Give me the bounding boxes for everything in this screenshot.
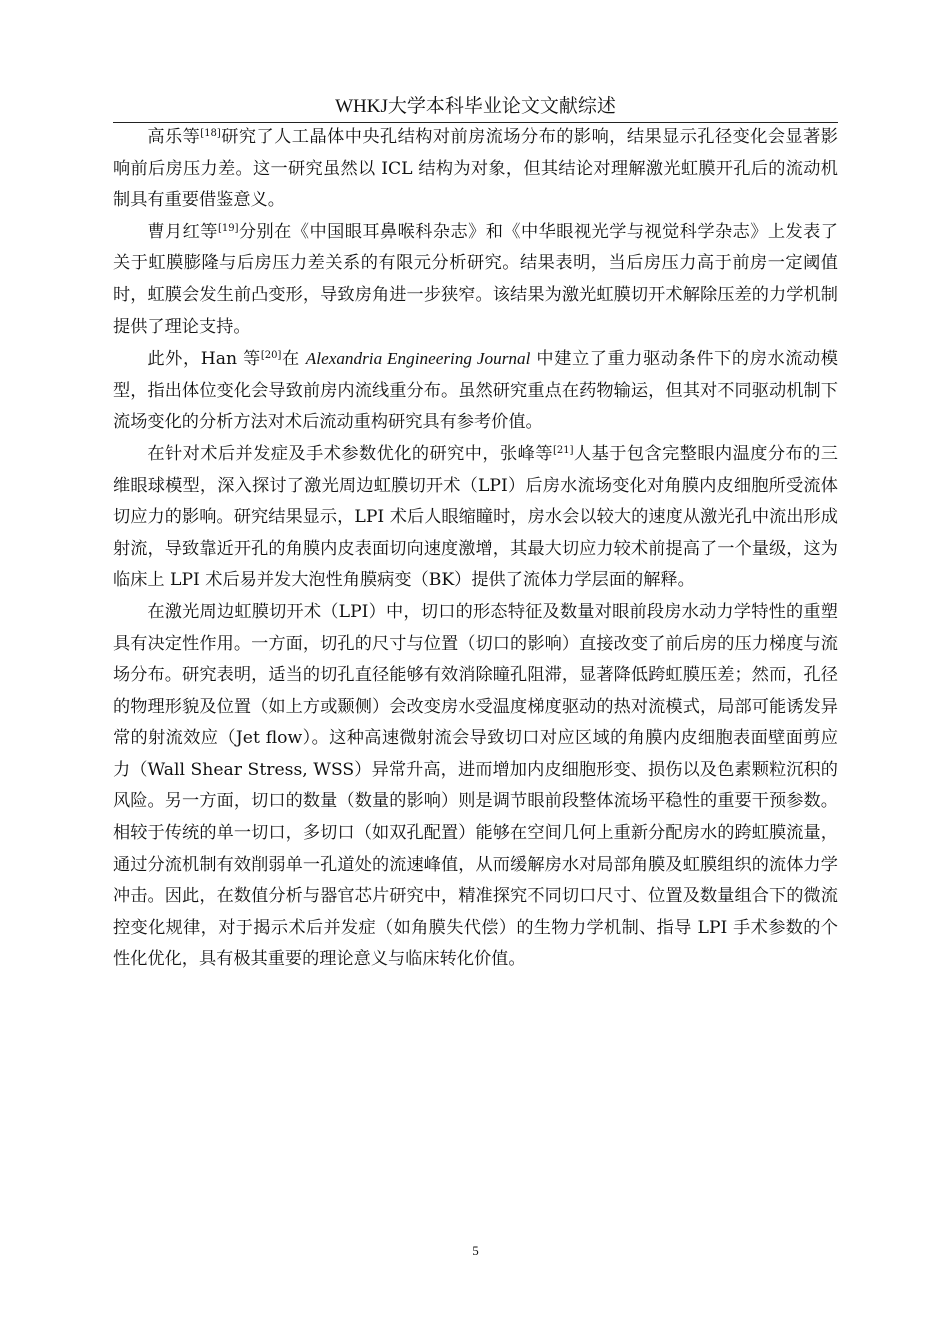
citation-ref-20: [20]: [260, 350, 282, 362]
paragraph-text: 中建立了重力驱动条件下的房水流动模型，指出体位变化会导致前房内流线重分布。虽然研究重点在药物输运，但其对不同驱动机制下流场变化的分析方法对术后流动重构研究具有参考价值。: [113, 349, 838, 433]
paragraph-5: [113, 597, 838, 976]
paragraph-text: 人基于包含完整眼内温度分布的三维眼球模型，深入探讨了激光周边虹膜切开术（LPI）后房水流场变化对角膜内皮细胞所受流体切应力的影响。研究结果显示，LPI 术后人眼缩瞳时，房水会以较大的速度从激光孔中流出形成射流，导致靠近开孔的角膜内皮表面切向速度激增，其最大切应力较术前提高了一个量级，这为临床上 LPI 术后易并发大泡性角膜病变（BK）提供了流体力学层面的解释。: [113, 443, 838, 591]
paragraph-3: [113, 343, 838, 439]
paragraph-text: 在: [281, 349, 306, 370]
paragraph-text: 在针对术后并发症及手术参数优化的研究中，张峰等: [147, 443, 553, 464]
paragraph-4: [113, 439, 838, 597]
running-header: WHKJ大学本科毕业论文文献综述: [335, 96, 616, 117]
paragraph-text: 此外，Han 等: [147, 349, 261, 370]
paragraph-2: [113, 217, 838, 343]
citation-ref-21: [21]: [552, 444, 574, 456]
paragraph-text: 分别在《中国眼耳鼻喉科杂志》和《中华眼视光学与视觉科学杂志》上发表了关于虹膜膨隆与后房压力差关系的有限元分析研究。结果表明，当后房压力高于前房一定阈值时，虹膜会发生前凸变形，导致房角进一步狭窄。该结果为激光虹膜切开术解除压差的力学机制提供了理论支持。: [113, 221, 838, 337]
document-body: [113, 122, 838, 976]
paragraph-1: [113, 122, 838, 217]
citation-ref-19: [19]: [217, 222, 239, 234]
paragraph-text: 研究了人工晶体中央孔结构对前房流场分布的影响，结果显示孔径变化会显著影响前后房压力差。这一研究虽然以 ICL 结构为对象，但其结论对理解激光虹膜开孔后的流动机制具有重要借鉴意义。: [113, 127, 838, 211]
paragraph-text: 高乐等: [147, 127, 201, 147]
paragraph-text: 曹月红等: [147, 221, 218, 242]
paragraph-text: 在激光周边虹膜切开术（LPI）中，切口的形态特征及数量对眼前段房水动力学特性的重塑具有决定性作用。一方面，切孔的尺寸与位置（切口的影响）直接改变了前后房的压力梯度与流场分布。研究表明，适当的切孔直径能够有效消除瞳孔阻滞，显著降低跨虹膜压差；然而，孔径的物理形貌及位置（如上方或颞侧）会改变房水受温度梯度驱动的热对流模式，局部可能诱发异常的射流效应（Jet flow）。这种高速微射流会导致切口对应区域的角膜内皮细胞表面壁面剪应力（Wall Shear Stress, WSS）异常升高，进而增加内皮细胞形变、损伤以及色素颗粒沉积的风险。另一方面，切口的数量（数量的影响）则是调节眼前段整体流场平稳性的重要干预参数。相较于传统的单一切口，多切口（如双孔配置）能够在空间几何上重新分配房水的跨虹膜流量，通过分流机制有效削弱单一孔道处的流速峰值，从而缓解房水对局部角膜及虹膜组织的流体力学冲击。因此，在数值分析与器官芯片研究中，精准探究不同切口尺寸、位置及数量组合下的微流控变化规律，对于揭示术后并发症（如角膜失代偿）的生物力学机制、指导 LPI 手术参数的个性化优化，具有极其重要的理论意义与临床转化价值。: [113, 601, 838, 970]
journal-title: Alexandria Engineering Journal: [305, 349, 531, 369]
citation-ref-18: [18]: [200, 128, 221, 139]
page-number: 5: [472, 1243, 479, 1258]
